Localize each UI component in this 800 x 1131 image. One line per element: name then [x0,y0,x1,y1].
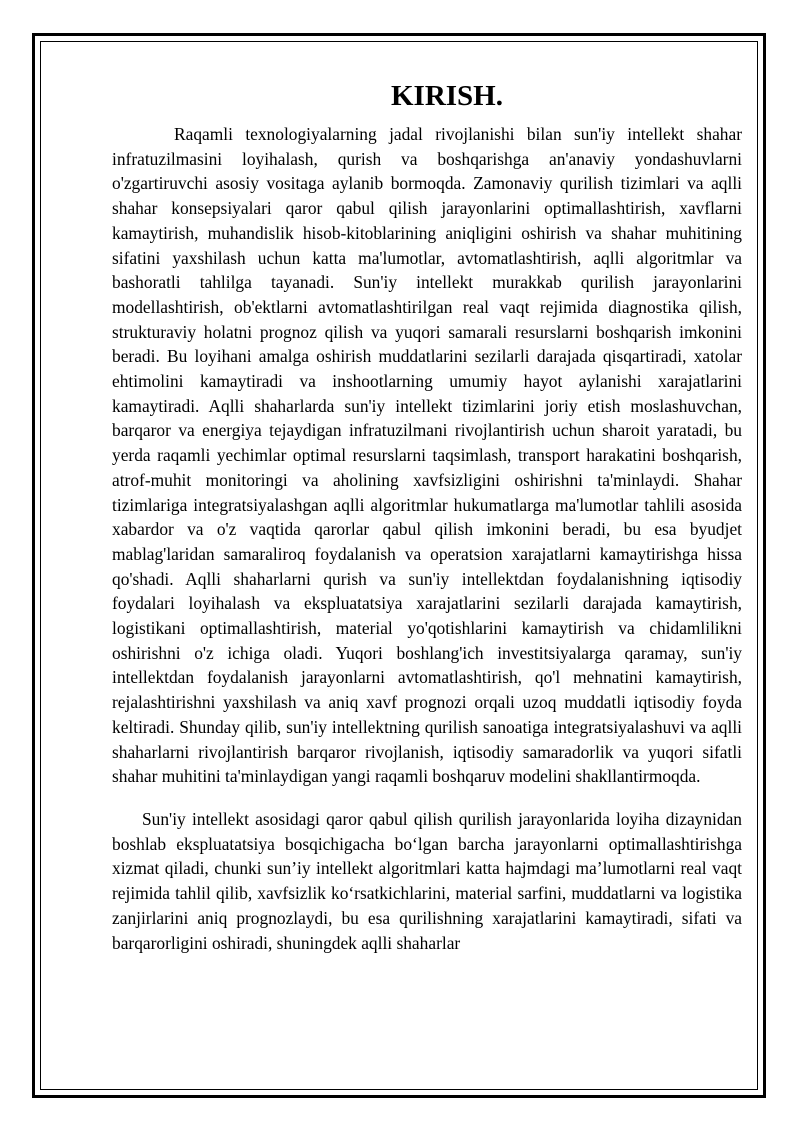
document-title: KIRISH. [390,80,503,112]
document-body [112,78,742,955]
paragraph-intro: Raqamli texnologiyalarning jadal rivojlanishi bilan sun'iy intellekt shahar infratuzilmasini loyihalash, qurish va boshqarishga an'anaviy yondashuvlarni o'zgartiruvchi asosiy vositaga aylanib bormoqda. Zamonaviy qurilish tizimlari va aqlli shahar konsepsiyalari qaror qabul qilish jarayonlarini optimallashtirish, xavflarni kamaytirish, muhandislik hisob-kitoblarining aniqligini oshirish va shahar muhitining sifatini yaxshilash uchun katta ma'lumotlar, avtomatlashtirish, aqlli algoritmlar va bashoratli tahlilga tayanadi. Sun'iy intellekt murakkab qurilish jarayonlarini modellashtirish, ob'ektlarni avtomatlashtirilgan real vaqt rejimida diagnostika qilish, strukturaviy holatni prognoz qilish va yuqori samarali resurslarni boshqarish imkonini beradi. Bu loyihani amalga oshirish muddatlarini sezilarli darajada qisqartiradi, xatolar ehtimolini kamaytiradi va inshootlarning umumiy hayot aylanishi xarajatlarini kamaytiradi. Aqlli shaharlarda sun'iy intellekt tizimlarini joriy etish moslashuvchan, barqaror va energiya tejaydigan infratuzilmani rivojlantirish uchun sharoit yaratadi, bu yerda raqamli yechimlar optimal resurslarni taqsimlash, transport harakatini boshqarish, atrof-muhit monitoringi va aholining xavfsizligini oshirishni ta'minlaydi. Shahar tizimlariga integratsiyalashgan aqlli algoritmlar hukumatlarga ma'lumotlar tahlili asosida xabardor va o'z vaqtida qarorlar qabul qilish imkonini beradi, bu esa byudjet mablag'laridan samaraliroq foydalanish va operatsion xarajatlarni kamaytirishga hissa qo'shadi. Aqlli shaharlarni qurish va sun'iy intellektdan foydalanishning iqtisodiy foydalari loyihalash va ekspluatatsiya xarajatlarini sezilarli darajada kamaytirish, logistikani optimallashtirish, material yo'qotishlarini kamaytirish va chidamlilikni oshirishni o'z ichiga oladi. Yuqori boshlang'ich investitsiyalarga qaramay, sun'iy intellektdan foydalanish jarayonlarni avtomatlashtirish, qo'l mehnatini kamaytirish, rejalashtirishni yaxshilash va aniq xavf prognozi orqali uzoq muddatli iqtisodiy foyda keltiradi. Shunday qilib, sun'iy intellektning qurilish sanoatiga integratsiyalashuvi va aqlli shaharlarni rivojlantirish barqaror rivojlanish, iqtisodiy samaradorlik va yuqori sifatli shahar muhitini ta'minlaydigan yangi raqamli boshqaruv modelini shakllantirmoqda. [112,124,742,787]
paragraph-second: Sun'iy intellekt asosidagi qaror qabul qilish qurilish jarayonlarida loyiha dizaynidan boshlab ekspluatatsiya bosqichigacha bo‘lgan barcha jarayonlarni optimallashtirishga xizmat qiladi, chunki sun’iy intellekt algoritmlari katta hajmdagi ma’lumotlarni real vaqt rejimida tahlil qilib, xavfsizlik ko‘rsatkichlarini, material sarfini, muddatlarni va logistika zanjirlarini aniq prognozlaydi, bu esa qurilishning xarajatlarini kamaytiradi, sifati va barqarorligini oshiradi, shuningdek aqlli shaharlar [112,808,742,953]
